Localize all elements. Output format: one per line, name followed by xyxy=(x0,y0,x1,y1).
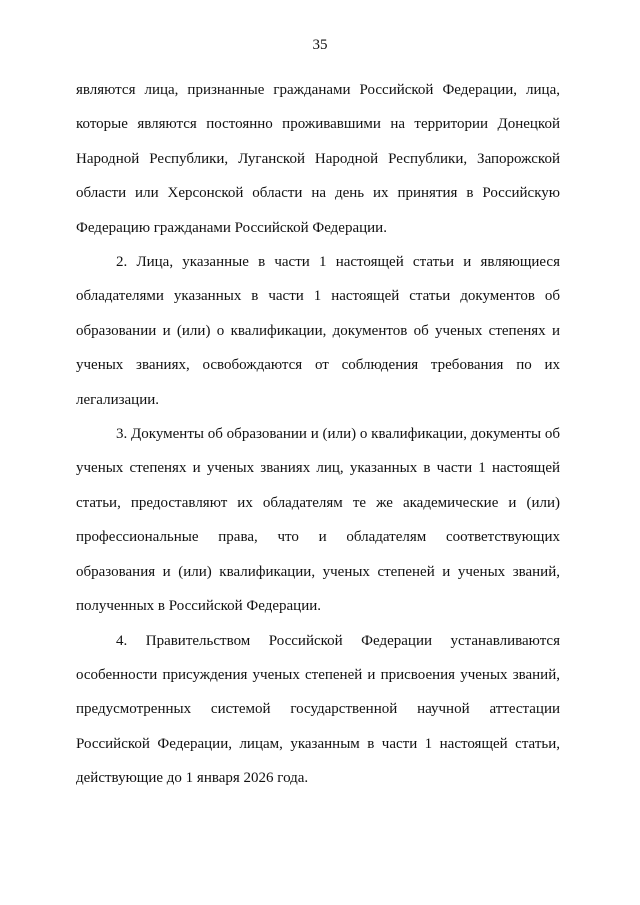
paragraph-item-3: 3. Документы об образовании и (или) о квалификации, документы об ученых степенях и ученых званиях лиц, указанных в части 1 настоящей статьи, предоставляют их обладателям те же академические и (или) профессиональные права, что и обладателям соответствующих образования и (или) квалификации, ученых степеней и ученых званий, полученных в Российской Федерации. xyxy=(76,426,560,615)
paragraph-continuation: являются лица, признанные гражданами Российской Федерации, лица, которые являются постоянно проживавшими на территории Донецкой Народной Республики, Луганской Народной Республики, Запорожской области или Херсонской области на день их принятия в Российскую Федерацию гражданами Российской Федерации. xyxy=(76,82,560,236)
document-body xyxy=(76,73,560,796)
page-number: 35 xyxy=(312,37,328,53)
paragraph-item-4: 4. Правительством Российской Федерации устанавливаются особенности присуждения ученых степеней и присвоения ученых званий, предусмотренных системой государственной научной аттестации Российской Федерации, лицам, указанным в части 1 настоящей статьи, действующие до 1 января 2026 года. xyxy=(76,632,560,787)
paragraph-item-2: 2. Лица, указанные в части 1 настоящей статьи и являющиеся обладателями указанных в части 1 настоящей статьи документов об образовании и (или) о квалификации, документов об ученых степенях и ученых званиях, освобождаются от соблюдения требования по их легализации. xyxy=(76,254,560,408)
